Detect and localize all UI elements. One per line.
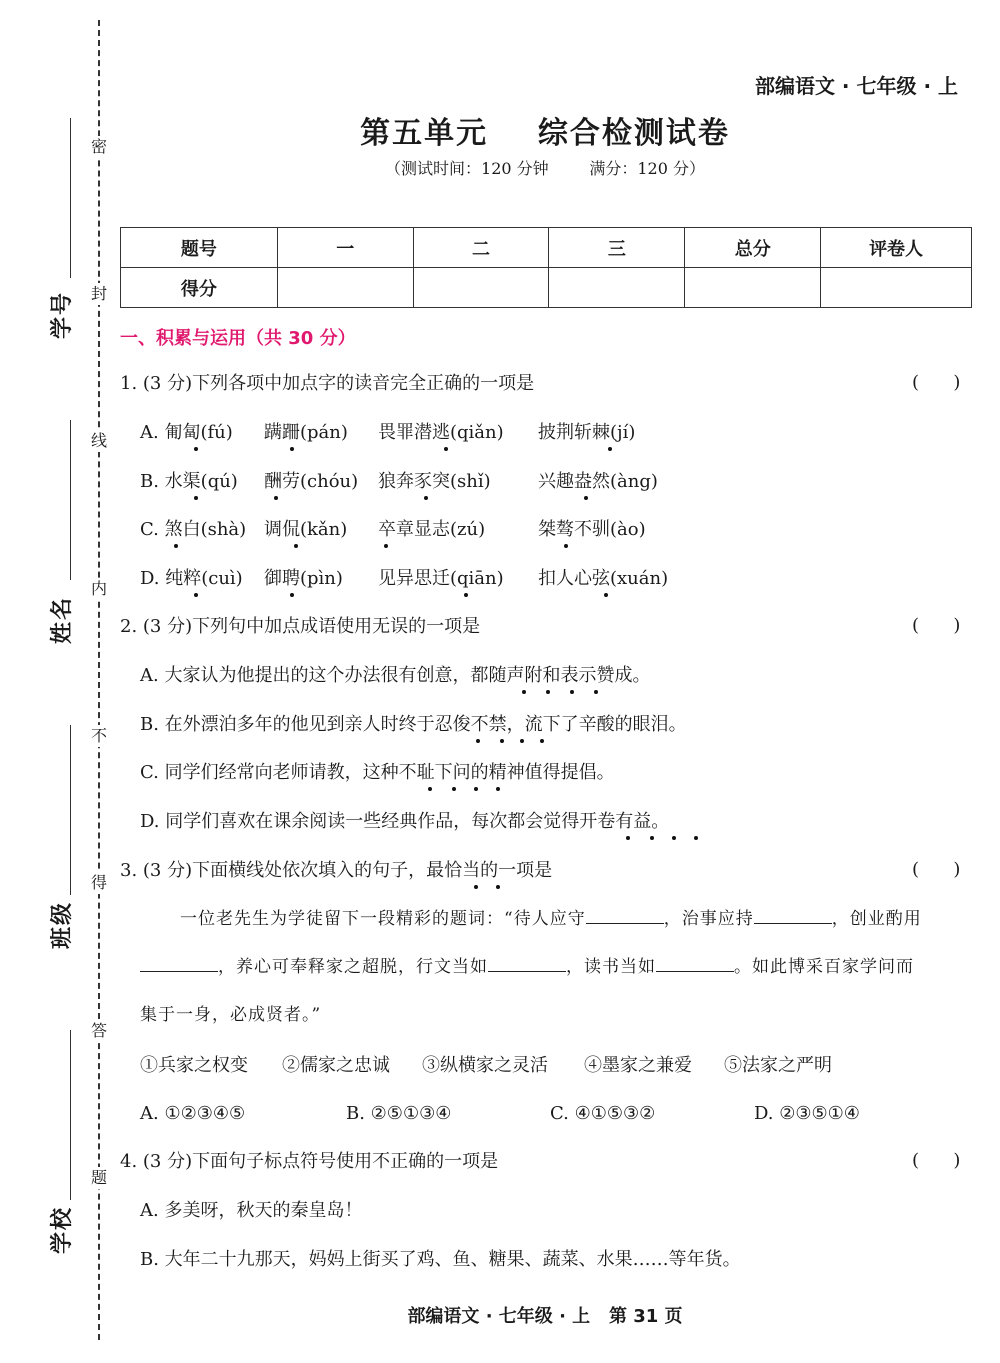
fill-blank[interactable] bbox=[586, 907, 664, 924]
q3-choice: C. ④①⑤③② bbox=[550, 1103, 656, 1124]
margin-char: 答 bbox=[90, 1021, 107, 1040]
margin-char: 得 bbox=[90, 873, 107, 892]
score-table-header: 评卷人 bbox=[821, 228, 972, 268]
school-rule bbox=[70, 1030, 71, 1200]
score-row-label: 得分 bbox=[121, 268, 278, 308]
passage-text: ，读书当如 bbox=[566, 957, 656, 977]
score-table bbox=[120, 227, 972, 308]
q3-choice: B. ②⑤①③④ bbox=[346, 1103, 452, 1124]
question-4-stem: 4. (3 分)下面句子标点符号使用不正确的一项是 bbox=[120, 1151, 499, 1172]
q2-option: A. 大家认为他提出的这个办法很有创意，都随声附和表示赞成。 bbox=[140, 665, 651, 686]
q2-option: C. 同学们经常向老师请教，这种不耻下问的精神值得提倡。 bbox=[140, 762, 615, 783]
q3-item: ①兵家之权变 bbox=[140, 1055, 248, 1076]
q1-option: 狼奔豕突(shǐ) bbox=[378, 471, 491, 492]
section-heading: 一、积累与运用（共 30 分） bbox=[120, 328, 356, 349]
passage-text: 集于一身，必成贤者。” bbox=[140, 1005, 322, 1025]
answer-paren[interactable]: ( ) bbox=[912, 859, 961, 880]
score-table-header: 一 bbox=[277, 228, 413, 268]
margin-char: 题 bbox=[90, 1168, 107, 1187]
score-cell[interactable] bbox=[821, 268, 972, 308]
question-3-stem: 3. (3 分)下面横线处依次填入的句子，最恰当的一项是 bbox=[120, 860, 553, 881]
fill-blank[interactable] bbox=[140, 955, 218, 972]
q1-option: 兴趣盎然(àng) bbox=[538, 471, 658, 492]
series-header: 部编语文 · 七年级 · 上 bbox=[754, 74, 958, 98]
passage-text: 一位老先生为学徒留下一段精彩的题词：“待人应守 bbox=[180, 909, 586, 929]
q1-option: 扣人心弦(xuán) bbox=[538, 568, 669, 589]
page-footer: 部编语文 · 七年级 · 上 第 31 页 bbox=[407, 1306, 683, 1327]
name-rule bbox=[70, 420, 71, 580]
q3-passage bbox=[140, 895, 970, 1039]
score-table-score-row bbox=[121, 268, 972, 308]
margin-char: 内 bbox=[90, 579, 107, 598]
answer-paren[interactable]: ( ) bbox=[912, 1150, 961, 1171]
score-table-header: 三 bbox=[549, 228, 685, 268]
score-cell[interactable] bbox=[277, 268, 413, 308]
school-label: 学校 bbox=[50, 1206, 75, 1255]
q1-option: 畏罪潜逃(qiǎn) bbox=[378, 422, 504, 443]
name-label: 姓名 bbox=[50, 596, 75, 645]
q3-item: ②儒家之忠诚 bbox=[282, 1055, 390, 1076]
q2-option: D. 同学们喜欢在课余阅读一些经典作品，每次都会觉得开卷有益。 bbox=[140, 811, 670, 832]
q2-option: B. 在外漂泊多年的他见到亲人时终于忍俊不禁，流下了辛酸的眼泪。 bbox=[140, 714, 687, 735]
q1-option: D. 纯粹(cuì) bbox=[140, 568, 243, 589]
margin-char: 密 bbox=[90, 137, 107, 156]
page-title: 第五单元 综合检测试卷 bbox=[360, 116, 730, 151]
answer-paren[interactable]: ( ) bbox=[912, 372, 961, 393]
margin-char: 不 bbox=[90, 726, 107, 745]
q1-option: 调侃(kǎn) bbox=[264, 519, 348, 540]
passage-text: ，治事应持 bbox=[663, 909, 754, 929]
q4-option: B. 大年二十九那天，妈妈上街买了鸡、鱼、糖果、蔬菜、水果……等年货。 bbox=[140, 1249, 741, 1270]
margin-char: 线 bbox=[90, 431, 107, 450]
q1-option: 桀骜不驯(ào) bbox=[538, 519, 646, 540]
passage-text: ，养心可奉释家之超脱，行文当如 bbox=[218, 957, 488, 977]
class-rule bbox=[70, 725, 71, 895]
score-cell[interactable] bbox=[413, 268, 549, 308]
passage-text: 。如此博采百家学问而 bbox=[734, 957, 914, 977]
score-cell[interactable] bbox=[685, 268, 821, 308]
class-label: 班级 bbox=[50, 901, 75, 950]
answer-paren[interactable]: ( ) bbox=[912, 615, 961, 636]
question-1-stem: 1. (3 分)下列各项中加点字的读音完全正确的一项是 bbox=[120, 373, 535, 394]
q3-choice: A. ①②③④⑤ bbox=[140, 1103, 246, 1124]
q3-item: ④墨家之兼爱 bbox=[584, 1055, 692, 1076]
score-table-header: 二 bbox=[413, 228, 549, 268]
q1-option: B. 水渠(qú) bbox=[140, 471, 238, 492]
score-table-header: 总分 bbox=[685, 228, 821, 268]
q1-option: 蹒跚(pán) bbox=[264, 422, 348, 443]
page-subtitle: （测试时间：120 分钟 满分：120 分） bbox=[385, 159, 705, 178]
q1-option: A. 匍匐(fú) bbox=[140, 422, 233, 443]
q3-item: ⑤法家之严明 bbox=[724, 1055, 832, 1076]
binding-dashed-line bbox=[98, 20, 100, 1340]
q1-option: 见异思迁(qiān) bbox=[378, 568, 504, 589]
score-table-header-row bbox=[121, 228, 972, 268]
q1-option: 披荆斩棘(jí) bbox=[538, 422, 636, 443]
fill-blank[interactable] bbox=[754, 907, 832, 924]
q1-option: 酬劳(chóu) bbox=[264, 471, 359, 492]
q3-item: ③纵横家之灵活 bbox=[422, 1055, 548, 1076]
fill-blank[interactable] bbox=[656, 955, 734, 972]
question-2-stem: 2. (3 分)下列句中加点成语使用无误的一项是 bbox=[120, 616, 481, 637]
score-cell[interactable] bbox=[549, 268, 685, 308]
q1-option: 御聘(pìn) bbox=[264, 568, 343, 589]
q1-option: 卒章显志(zú) bbox=[378, 519, 486, 540]
passage-text: ，创业酌用 bbox=[831, 909, 922, 929]
q3-choice: D. ②③⑤①④ bbox=[754, 1103, 860, 1124]
score-table-header: 题号 bbox=[121, 228, 278, 268]
student-id-label: 学号 bbox=[50, 291, 75, 340]
q4-option: A. 多美呀，秋天的秦皇岛！ bbox=[140, 1200, 363, 1221]
q1-option: C. 煞白(shà) bbox=[140, 519, 247, 540]
fill-blank[interactable] bbox=[488, 955, 566, 972]
margin-char: 封 bbox=[90, 284, 107, 303]
